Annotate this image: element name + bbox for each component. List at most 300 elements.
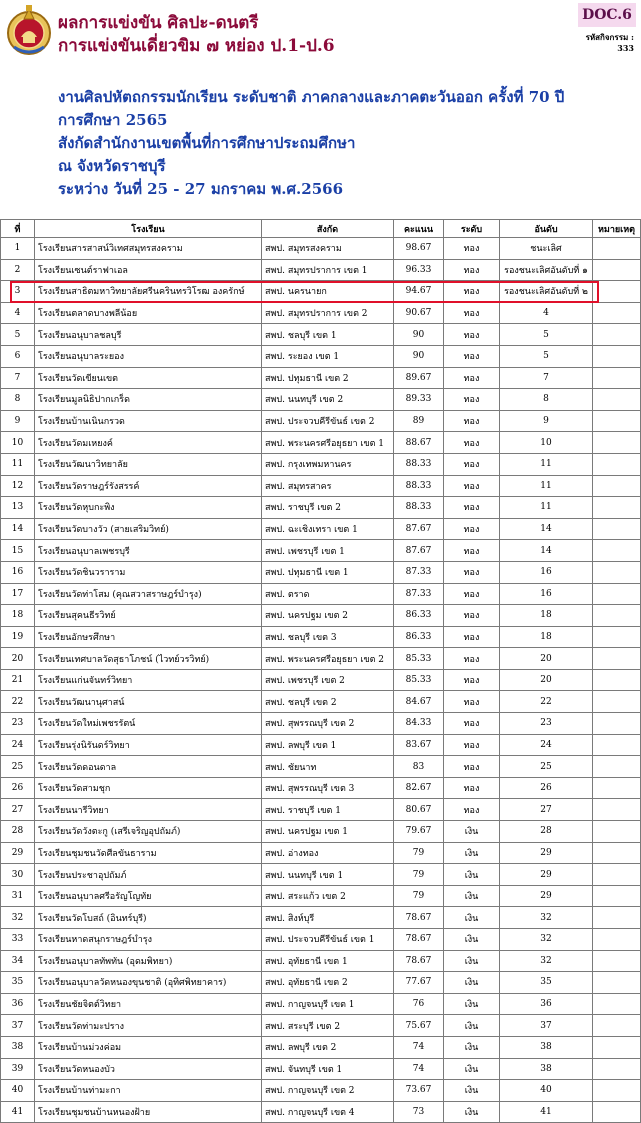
row-number: 5 — [1, 324, 35, 346]
row-number: 1 — [1, 238, 35, 260]
affiliation: สพป. สุพรรณบุรี เขต 2 — [262, 713, 394, 735]
rank: 23 — [500, 713, 593, 735]
score: 83 — [394, 756, 444, 778]
table-row — [1, 561, 641, 583]
school-name: โรงเรียนอนุบาลศรีอรัญโญทัย — [35, 885, 262, 907]
event-details — [58, 86, 638, 201]
score: 87.67 — [394, 518, 444, 540]
school-name: โรงเรียนบ้านเนินกรวด — [35, 410, 262, 432]
remark — [593, 907, 641, 929]
medal-level: เงิน — [444, 864, 500, 886]
table-row — [1, 626, 641, 648]
table-row — [1, 583, 641, 605]
rank: 18 — [500, 605, 593, 627]
medal-level: เงิน — [444, 929, 500, 951]
header-level: ระดับ — [444, 220, 500, 238]
table-row — [1, 734, 641, 756]
row-number: 24 — [1, 734, 35, 756]
table-row — [1, 950, 641, 972]
header-remark: หมายเหตุ — [593, 220, 641, 238]
rank: 7 — [500, 367, 593, 389]
row-number: 22 — [1, 691, 35, 713]
school-name: โรงเรียนวัดมเหยงค์ — [35, 432, 262, 454]
event-details-line-3: สังกัดสำนักงานเขตพื้นที่การศึกษาประถมศึกษา — [58, 134, 356, 152]
table-row — [1, 842, 641, 864]
school-name: โรงเรียนวัดบางวัว (สายเสริมวิทย์) — [35, 518, 262, 540]
remark — [593, 1080, 641, 1102]
medal-level: ทอง — [444, 302, 500, 324]
school-name: โรงเรียนเซนต์ราฟาเอล — [35, 259, 262, 281]
row-number: 11 — [1, 453, 35, 475]
remark — [593, 453, 641, 475]
row-number: 30 — [1, 864, 35, 886]
school-name: โรงเรียนเทศบาลวัดสุธาโภชน์ (ไวทย์วรวิทย์) — [35, 648, 262, 670]
remark — [593, 389, 641, 411]
remark — [593, 777, 641, 799]
table-row — [1, 907, 641, 929]
row-number: 16 — [1, 561, 35, 583]
remark — [593, 518, 641, 540]
rank: ชนะเลิศ — [500, 238, 593, 260]
row-number: 7 — [1, 367, 35, 389]
medal-level: ทอง — [444, 367, 500, 389]
rank: 37 — [500, 1015, 593, 1037]
affiliation: สพป. ตราด — [262, 583, 394, 605]
table-row — [1, 453, 641, 475]
rank: 26 — [500, 777, 593, 799]
score: 79 — [394, 864, 444, 886]
score: 86.33 — [394, 626, 444, 648]
table-row — [1, 972, 641, 994]
affiliation: สพป. ชลบุรี เขต 3 — [262, 626, 394, 648]
score: 73 — [394, 1101, 444, 1123]
medal-level: ทอง — [444, 518, 500, 540]
remark — [593, 583, 641, 605]
remark — [593, 669, 641, 691]
rank: 11 — [500, 453, 593, 475]
rank: 18 — [500, 626, 593, 648]
remark — [593, 561, 641, 583]
affiliation: สพป. กรุงเทพมหานคร — [262, 453, 394, 475]
medal-level: ทอง — [444, 734, 500, 756]
remark — [593, 238, 641, 260]
school-name: โรงเรียนอักษรศึกษา — [35, 626, 262, 648]
school-name: โรงเรียนสารสาสน์วิเทศสมุทรสงคราม — [35, 238, 262, 260]
score: 84.67 — [394, 691, 444, 713]
rank: 41 — [500, 1101, 593, 1123]
table-row — [1, 497, 641, 519]
school-name: โรงเรียนวัฒนาวิทยาลัย — [35, 453, 262, 475]
school-name: โรงเรียนวัดชินวราราม — [35, 561, 262, 583]
row-number: 36 — [1, 993, 35, 1015]
row-number: 33 — [1, 929, 35, 951]
school-name: โรงเรียนวัดราษฎร์รังสรรค์ — [35, 475, 262, 497]
rank: 20 — [500, 648, 593, 670]
remark — [593, 950, 641, 972]
score: 82.67 — [394, 777, 444, 799]
remark — [593, 432, 641, 454]
rank: 4 — [500, 302, 593, 324]
table-row — [1, 540, 641, 562]
medal-level: ทอง — [444, 691, 500, 713]
score: 79.67 — [394, 821, 444, 843]
row-number: 25 — [1, 756, 35, 778]
affiliation: สพป. ชัยนาท — [262, 756, 394, 778]
table-row — [1, 648, 641, 670]
school-name: โรงเรียนอนุบาลเพชรบุรี — [35, 540, 262, 562]
medal-level: ทอง — [444, 453, 500, 475]
row-number: 32 — [1, 907, 35, 929]
remark — [593, 734, 641, 756]
medal-level: เงิน — [444, 1015, 500, 1037]
remark — [593, 1058, 641, 1080]
score: 88.67 — [394, 432, 444, 454]
row-number: 21 — [1, 669, 35, 691]
table-row — [1, 1015, 641, 1037]
rank: 24 — [500, 734, 593, 756]
medal-level: ทอง — [444, 626, 500, 648]
score: 89.33 — [394, 389, 444, 411]
score: 78.67 — [394, 929, 444, 951]
rank: 16 — [500, 561, 593, 583]
event-details-line-5: ระหว่าง วันที่ 25 - 27 มกราคม พ.ศ.2566 — [58, 180, 344, 198]
school-name: โรงเรียนวัดเขียนเขต — [35, 367, 262, 389]
medal-level: ทอง — [444, 475, 500, 497]
school-name: โรงเรียนอนุบาลระยอง — [35, 345, 262, 367]
row-number: 18 — [1, 605, 35, 627]
remark — [593, 972, 641, 994]
table-row — [1, 1058, 641, 1080]
medal-level: ทอง — [444, 540, 500, 562]
remark — [593, 993, 641, 1015]
affiliation: สพป. เพชรบุรี เขต 2 — [262, 669, 394, 691]
table-row — [1, 669, 641, 691]
affiliation: สพป. สมุทรปราการ เขต 1 — [262, 259, 394, 281]
row-number: 41 — [1, 1101, 35, 1123]
score: 90.67 — [394, 302, 444, 324]
row-number: 28 — [1, 821, 35, 843]
remark — [593, 605, 641, 627]
affiliation: สพป. ปทุมธานี เขต 2 — [262, 367, 394, 389]
rank: 14 — [500, 540, 593, 562]
remark — [593, 475, 641, 497]
score: 86.33 — [394, 605, 444, 627]
score: 75.67 — [394, 1015, 444, 1037]
table-row — [1, 238, 641, 260]
score: 83.67 — [394, 734, 444, 756]
remark — [593, 324, 641, 346]
table-row — [1, 389, 641, 411]
affiliation: สพป. ลพบุรี เขต 2 — [262, 1036, 394, 1058]
medal-level: ทอง — [444, 669, 500, 691]
score: 89 — [394, 410, 444, 432]
row-number: 34 — [1, 950, 35, 972]
row-number: 40 — [1, 1080, 35, 1102]
affiliation: สพป. นนทบุรี เขต 2 — [262, 389, 394, 411]
rank: 11 — [500, 497, 593, 519]
school-name: โรงเรียนวัดท่ามะปราง — [35, 1015, 262, 1037]
affiliation: สพป. สิงห์บุรี — [262, 907, 394, 929]
medal-level: ทอง — [444, 238, 500, 260]
school-name: โรงเรียนชุมชนวัดศีลขันธาราม — [35, 842, 262, 864]
school-name: โรงเรียนวัฒนานุศาสน์ — [35, 691, 262, 713]
remark — [593, 691, 641, 713]
header-title — [58, 12, 335, 58]
affiliation: สพป. อ่างทอง — [262, 842, 394, 864]
affiliation: สพป. สมุทรปราการ เขต 2 — [262, 302, 394, 324]
remark — [593, 497, 641, 519]
medal-level: ทอง — [444, 410, 500, 432]
remark — [593, 410, 641, 432]
school-name: โรงเรียนอนุบาลชลบุรี — [35, 324, 262, 346]
rank: 35 — [500, 972, 593, 994]
school-name: โรงเรียนรุ่งนิรันดร์วิทยา — [35, 734, 262, 756]
score: 87.33 — [394, 583, 444, 605]
school-name: โรงเรียนวัดโบสถ์ (อินทร์บุรี) — [35, 907, 262, 929]
affiliation: สพป. พระนครศรีอยุธยา เขต 2 — [262, 648, 394, 670]
row-number: 19 — [1, 626, 35, 648]
medal-level: เงิน — [444, 1058, 500, 1080]
table-row — [1, 756, 641, 778]
score: 85.33 — [394, 648, 444, 670]
affiliation: สพป. สมุทรสงคราม — [262, 238, 394, 260]
school-name: โรงเรียนบ้านท่ามะกา — [35, 1080, 262, 1102]
remark — [593, 626, 641, 648]
row-number: 8 — [1, 389, 35, 411]
affiliation: สพป. นครนายก — [262, 281, 394, 303]
school-name: โรงเรียนชุมชนบ้านหนองฝ้าย — [35, 1101, 262, 1123]
rank: 29 — [500, 885, 593, 907]
table-row — [1, 777, 641, 799]
score: 96.33 — [394, 259, 444, 281]
score: 88.33 — [394, 475, 444, 497]
medal-level: ทอง — [444, 324, 500, 346]
rank: รองชนะเลิศอันดับที่ ๑ — [500, 259, 593, 281]
row-number: 38 — [1, 1036, 35, 1058]
row-number: 4 — [1, 302, 35, 324]
school-name: โรงเรียนวัดสามชุก — [35, 777, 262, 799]
table-row — [1, 691, 641, 713]
school-name: โรงเรียนวัดท่าโสม (คุณสวาสราษฎร์บำรุง) — [35, 583, 262, 605]
rank: 32 — [500, 950, 593, 972]
medal-level: เงิน — [444, 1036, 500, 1058]
table-header-row — [1, 220, 641, 238]
table-row — [1, 1036, 641, 1058]
rank: 14 — [500, 518, 593, 540]
affiliation: สพป. ประจวบคีรีขันธ์ เขต 1 — [262, 929, 394, 951]
table-row — [1, 432, 641, 454]
medal-level: เงิน — [444, 842, 500, 864]
row-number: 17 — [1, 583, 35, 605]
row-number: 31 — [1, 885, 35, 907]
header-school: โรงเรียน — [35, 220, 262, 238]
score: 84.33 — [394, 713, 444, 735]
school-name: โรงเรียนแก่นจันทร์วิทยา — [35, 669, 262, 691]
doc-code-badge: DOC.6 — [578, 3, 636, 27]
remark — [593, 799, 641, 821]
affiliation: สพป. กาญจนบุรี เขต 1 — [262, 993, 394, 1015]
school-name: โรงเรียนวัดใหม่เพชรรัตน์ — [35, 713, 262, 735]
header-no: ที่ — [1, 220, 35, 238]
affiliation: สพป. นนทบุรี เขต 1 — [262, 864, 394, 886]
rank: 32 — [500, 929, 593, 951]
medal-level: ทอง — [444, 561, 500, 583]
row-number: 37 — [1, 1015, 35, 1037]
table-row — [1, 885, 641, 907]
remark — [593, 302, 641, 324]
remark — [593, 259, 641, 281]
score: 89.67 — [394, 367, 444, 389]
rank: 29 — [500, 842, 593, 864]
table-row — [1, 259, 641, 281]
medal-level: เงิน — [444, 885, 500, 907]
remark — [593, 1015, 641, 1037]
table-row — [1, 475, 641, 497]
school-name: โรงเรียนวัดวังตะกู (เสรีเจริญอุปถัมภ์) — [35, 821, 262, 843]
medal-level: ทอง — [444, 281, 500, 303]
score: 73.67 — [394, 1080, 444, 1102]
score: 74 — [394, 1058, 444, 1080]
medal-level: เงิน — [444, 1080, 500, 1102]
table-row — [1, 281, 641, 303]
score: 77.67 — [394, 972, 444, 994]
rank: 38 — [500, 1058, 593, 1080]
row-number: 15 — [1, 540, 35, 562]
medal-level: ทอง — [444, 777, 500, 799]
affiliation: สพป. ราชบุรี เขต 2 — [262, 497, 394, 519]
results-table — [0, 219, 641, 1123]
header-affiliation: สังกัด — [262, 220, 394, 238]
medal-level: เงิน — [444, 821, 500, 843]
medal-level: เงิน — [444, 950, 500, 972]
medal-level: เงิน — [444, 907, 500, 929]
affiliation: สพป. สระแก้ว เขต 2 — [262, 885, 394, 907]
medal-level: เงิน — [444, 972, 500, 994]
score: 90 — [394, 345, 444, 367]
affiliation: สพป. สุพรรณบุรี เขต 3 — [262, 777, 394, 799]
row-number: 13 — [1, 497, 35, 519]
score: 98.67 — [394, 238, 444, 260]
row-number: 14 — [1, 518, 35, 540]
row-number: 10 — [1, 432, 35, 454]
affiliation: สพป. อุทัยธานี เขต 1 — [262, 950, 394, 972]
school-name: โรงเรียนชัยจิตต์วิทยา — [35, 993, 262, 1015]
score: 78.67 — [394, 950, 444, 972]
row-number: 2 — [1, 259, 35, 281]
medal-level: ทอง — [444, 713, 500, 735]
remark — [593, 345, 641, 367]
affiliation: สพป. ระยอง เขต 1 — [262, 345, 394, 367]
row-number: 6 — [1, 345, 35, 367]
score: 87.67 — [394, 540, 444, 562]
table-row — [1, 302, 641, 324]
school-name: โรงเรียนนารีวิทยา — [35, 799, 262, 821]
score: 78.67 — [394, 907, 444, 929]
event-title: การแข่งขันเดี่ยวขิม ๗ หย่อง ป.1-ป.6 — [58, 36, 335, 56]
rank: 10 — [500, 432, 593, 454]
activity-code-label: รหัสกิจกรรม : — [585, 32, 634, 42]
score: 80.67 — [394, 799, 444, 821]
medal-level: ทอง — [444, 605, 500, 627]
remark — [593, 713, 641, 735]
rank: 5 — [500, 324, 593, 346]
score: 85.33 — [394, 669, 444, 691]
row-number: 29 — [1, 842, 35, 864]
score: 87.33 — [394, 561, 444, 583]
medal-level: ทอง — [444, 259, 500, 281]
activity-code-value: 333 — [617, 43, 634, 53]
school-name: โรงเรียนวัดหนองบัว — [35, 1058, 262, 1080]
table-row — [1, 799, 641, 821]
remark — [593, 842, 641, 864]
event-details-line-4: ณ จังหวัดราชบุรี — [58, 157, 166, 175]
school-name: โรงเรียนหาดสนุกราษฎร์บำรุง — [35, 929, 262, 951]
remark — [593, 821, 641, 843]
remark — [593, 540, 641, 562]
medal-level: ทอง — [444, 497, 500, 519]
table-row — [1, 864, 641, 886]
affiliation: สพป. ลพบุรี เขต 1 — [262, 734, 394, 756]
rank: 16 — [500, 583, 593, 605]
school-name: โรงเรียนประชาอุปถัมภ์ — [35, 864, 262, 886]
score: 94.67 — [394, 281, 444, 303]
school-name: โรงเรียนบ้านม่วงค่อม — [35, 1036, 262, 1058]
rank: 8 — [500, 389, 593, 411]
table-row — [1, 993, 641, 1015]
row-number: 3 — [1, 281, 35, 303]
table-row — [1, 821, 641, 843]
rank: 29 — [500, 864, 593, 886]
medal-level: เงิน — [444, 1101, 500, 1123]
table-row — [1, 713, 641, 735]
remark — [593, 367, 641, 389]
rank: 25 — [500, 756, 593, 778]
rank: 28 — [500, 821, 593, 843]
row-number: 9 — [1, 410, 35, 432]
score: 76 — [394, 993, 444, 1015]
table-row — [1, 367, 641, 389]
affiliation: สพป. ชลบุรี เขต 1 — [262, 324, 394, 346]
remark — [593, 1036, 641, 1058]
score: 74 — [394, 1036, 444, 1058]
score: 88.33 — [394, 453, 444, 475]
remark — [593, 281, 641, 303]
rank: 11 — [500, 475, 593, 497]
school-name: โรงเรียนวัดหุบกะพิง — [35, 497, 262, 519]
affiliation: สพป. อุทัยธานี เขต 2 — [262, 972, 394, 994]
affiliation: สพป. ฉะเชิงเทรา เขต 1 — [262, 518, 394, 540]
rank: 9 — [500, 410, 593, 432]
score: 88.33 — [394, 497, 444, 519]
affiliation: สพป. ราชบุรี เขต 1 — [262, 799, 394, 821]
school-name: โรงเรียนมูลนิธิปากเกร็ด — [35, 389, 262, 411]
rank: 32 — [500, 907, 593, 929]
score: 79 — [394, 842, 444, 864]
medal-level: ทอง — [444, 583, 500, 605]
table-row — [1, 345, 641, 367]
row-number: 23 — [1, 713, 35, 735]
event-details-line-2: การศึกษา 2565 — [58, 111, 168, 129]
affiliation: สพป. นครปฐม เขต 1 — [262, 821, 394, 843]
affiliation: สพป. สมุทรสาคร — [262, 475, 394, 497]
affiliation: สพป. สระบุรี เขต 2 — [262, 1015, 394, 1037]
rank: 22 — [500, 691, 593, 713]
medal-level: ทอง — [444, 799, 500, 821]
rank: 20 — [500, 669, 593, 691]
table-row — [1, 1101, 641, 1123]
affiliation: สพป. กาญจนบุรี เขต 4 — [262, 1101, 394, 1123]
school-name: โรงเรียนสาธิตมหาวิทยาลัยศรีนครินทรวิโรฒ องครักษ์ — [35, 281, 262, 303]
